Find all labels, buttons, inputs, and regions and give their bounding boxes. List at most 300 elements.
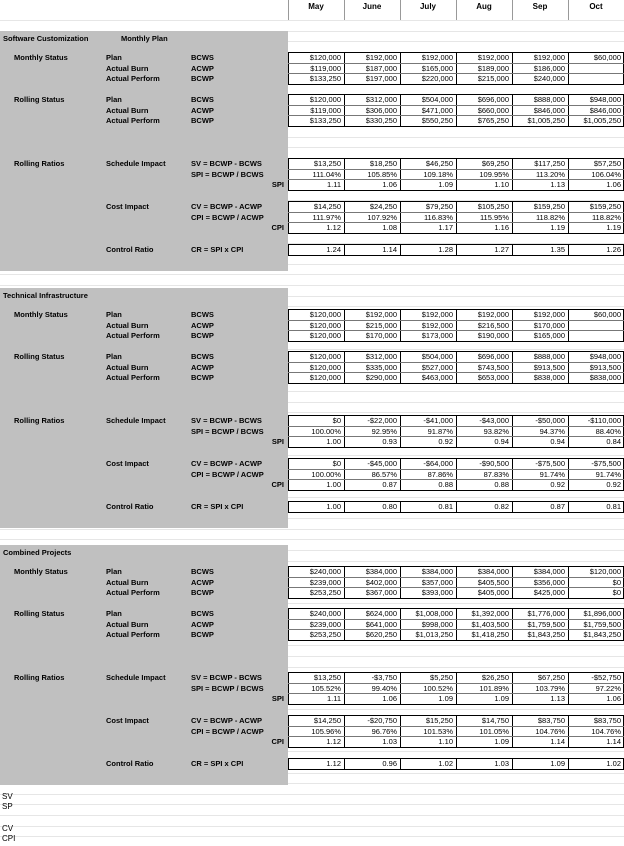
monthly-status-value: $192,000 [421, 320, 453, 330]
header-col-line [512, 0, 513, 20]
rolling-status-value: $239,000 [309, 619, 341, 629]
monthly-status-value: $120,000 [309, 320, 341, 330]
rolling-status-value: $846,000 [589, 105, 621, 115]
cost-impact-value: 1.12 [326, 737, 341, 746]
cost-impact-value: 101.53% [423, 726, 453, 736]
grid-line [0, 20, 624, 21]
cost-impact-value: 1.19 [606, 223, 621, 232]
cost-impact-value: 1.12 [326, 223, 341, 232]
monthly-status-value: $425,000 [533, 588, 565, 597]
bcws-label: BCWS [191, 310, 214, 319]
schedule-impact-value: 94.37% [539, 426, 565, 436]
monthly-status-value: $220,000 [421, 74, 453, 83]
footer-label-cv: CV [2, 824, 14, 833]
rolling-status-value: $527,000 [421, 362, 453, 372]
section-title: Software Customization [3, 34, 89, 43]
schedule-impact-value: -$41,000 [423, 416, 453, 425]
acwp-label: ACWP [191, 577, 214, 587]
cost-impact-value: 118.82% [591, 212, 621, 222]
acwp-label: ACWP [191, 105, 214, 115]
monthly-status-value: $384,000 [533, 567, 565, 576]
monthly-status-value: $120,000 [309, 53, 341, 62]
cost-impact-value: 115.95% [479, 212, 509, 222]
grid-line [0, 529, 624, 530]
schedule-impact-value: 0.94 [494, 437, 509, 446]
sv-formula-label: SV = BCWP - BCWS [191, 673, 262, 682]
control-ratio-value: 1.14 [382, 245, 397, 254]
control-ratio-value: 1.26 [606, 245, 621, 254]
cv-formula-label: CV = BCWP - ACWP [191, 716, 263, 725]
rolling-status-value: $1,843,250 [583, 630, 621, 639]
rolling-status-value: $641,000 [365, 619, 397, 629]
cost-impact-label: Cost Impact [106, 716, 149, 725]
schedule-impact-value: 109.95% [479, 169, 509, 179]
bcwp-label: BCWP [191, 630, 214, 639]
section-title: Combined Projects [3, 548, 72, 557]
spi-label: SPI [271, 437, 284, 446]
spi-formula-label: SPI = BCWP / BCWS [191, 169, 264, 179]
cost-impact-value: 1.17 [438, 223, 453, 232]
cost-impact-value: 100.00% [311, 469, 341, 479]
schedule-impact-value: 103.79% [535, 683, 565, 693]
control-ratio-value: 1.24 [326, 245, 341, 254]
schedule-impact-value: 1.13 [550, 694, 565, 703]
schedule-impact-value: 1.06 [606, 694, 621, 703]
rolling-status-value: $312,000 [365, 95, 397, 104]
cost-impact-value: $14,250 [313, 716, 341, 725]
rolling-status-value: $1,392,000 [471, 609, 509, 618]
cost-impact-value: $24,250 [369, 202, 397, 211]
cpi-label: CPI [271, 223, 284, 232]
schedule-impact-value: 105.85% [367, 169, 397, 179]
rolling-status-value: $133,250 [309, 116, 341, 125]
rolling-status-value: $240,000 [309, 609, 341, 618]
actual-burn-label: Actual Burn [106, 619, 149, 629]
schedule-impact-value: $69,250 [481, 159, 509, 168]
cost-impact-value: 0.88 [494, 480, 509, 489]
schedule-impact-value: 1.10 [494, 180, 509, 189]
schedule-impact-label: Schedule Impact [106, 159, 166, 168]
monthly-status-value: $0 [612, 588, 621, 597]
schedule-impact-value: 1.06 [606, 180, 621, 189]
rolling-status-value: $1,008,000 [415, 609, 453, 618]
actual-perform-label: Actual Perform [106, 373, 160, 382]
grid-line [0, 539, 624, 540]
monthly-status-value: $187,000 [365, 63, 397, 73]
control-ratio-value: 1.02 [606, 759, 621, 768]
cost-impact-value: -$75,500 [591, 459, 621, 468]
section-title: Technical Infrastructure [3, 291, 88, 300]
monthly-status-value: $170,000 [365, 331, 397, 340]
rolling-status-value: $846,000 [533, 105, 565, 115]
rolling-status-label: Rolling Status [14, 352, 65, 361]
cost-impact-value: 105.96% [311, 726, 341, 736]
monthly-status-value: $393,000 [421, 588, 453, 597]
monthly-status-value: $240,000 [309, 567, 341, 576]
rolling-status-value: $550,250 [421, 116, 453, 125]
cost-impact-value: 1.00 [326, 480, 341, 489]
schedule-impact-value: 1.06 [382, 180, 397, 189]
schedule-impact-value: 1.11 [326, 180, 341, 189]
schedule-impact-value: -$22,000 [367, 416, 397, 425]
cost-impact-value: 111.97% [312, 212, 341, 222]
bcwp-label: BCWP [191, 331, 214, 340]
rolling-status-value: $306,000 [365, 105, 397, 115]
rolling-status-value: $948,000 [589, 95, 621, 104]
rolling-status-value: $1,759,500 [583, 619, 621, 629]
monthly-status-value: $384,000 [477, 567, 509, 576]
monthly-status-label: Monthly Status [14, 567, 68, 576]
bcws-label: BCWS [191, 567, 214, 576]
month-header-aug: Aug [476, 2, 492, 11]
cost-impact-value: 96.76% [371, 726, 397, 736]
rolling-status-value: $838,000 [589, 373, 621, 382]
rolling-status-label: Rolling Status [14, 95, 65, 104]
schedule-impact-value: 93.82% [483, 426, 509, 436]
schedule-impact-value: 97.22% [595, 683, 621, 693]
schedule-impact-value: 99.40% [371, 683, 397, 693]
monthly-status-value: $186,000 [533, 63, 565, 73]
actual-perform-label: Actual Perform [106, 331, 160, 340]
cost-impact-value: 1.09 [494, 737, 509, 746]
cr-formula-label: CR = SPI x CPI [191, 245, 244, 254]
schedule-impact-value: $18,250 [369, 159, 397, 168]
cost-impact-label: Cost Impact [106, 202, 149, 211]
rolling-status-value: $1,759,500 [527, 619, 565, 629]
rolling-status-value: $253,250 [309, 630, 341, 639]
rolling-status-value: $765,250 [477, 116, 509, 125]
schedule-impact-value: $0 [332, 416, 341, 425]
monthly-status-value: $192,000 [477, 53, 509, 62]
rolling-status-value: $998,000 [421, 619, 453, 629]
schedule-impact-value: 1.00 [326, 437, 341, 446]
monthly-status-value: $405,000 [477, 588, 509, 597]
header-col-line [344, 0, 345, 20]
cost-impact-value: 118.82% [535, 212, 565, 222]
month-header-oct: Oct [589, 2, 603, 11]
spi-label: SPI [271, 694, 284, 703]
rolling-status-value: $660,000 [477, 105, 509, 115]
rolling-ratios-label: Rolling Ratios [14, 416, 65, 425]
cr-formula-label: CR = SPI x CPI [191, 502, 244, 511]
acwp-label: ACWP [191, 619, 214, 629]
monthly-status-value: $120,000 [309, 331, 341, 340]
grid-line [0, 836, 624, 837]
cost-impact-value: 1.14 [550, 737, 565, 746]
rolling-status-value: $463,000 [421, 373, 453, 382]
schedule-impact-value: $57,250 [593, 159, 621, 168]
rolling-ratios-label: Rolling Ratios [14, 673, 65, 682]
actual-burn-label: Actual Burn [106, 63, 149, 73]
monthly-status-value: $197,000 [365, 74, 397, 83]
bcws-label: BCWS [191, 53, 214, 62]
schedule-impact-value: 105.52% [311, 683, 341, 693]
cost-impact-value: 1.03 [382, 737, 397, 746]
bcwp-label: BCWP [191, 588, 214, 597]
cost-impact-value: $159,250 [589, 202, 621, 211]
cost-impact-value: 1.16 [494, 223, 509, 232]
monthly-status-value: $119,000 [310, 63, 341, 73]
monthly-status-value: $120,000 [589, 567, 621, 576]
month-header-june: June [362, 2, 382, 11]
monthly-status-value: $215,000 [365, 320, 397, 330]
actual-burn-label: Actual Burn [106, 362, 149, 372]
rolling-status-value: $624,000 [365, 609, 397, 618]
sv-formula-label: SV = BCWP - BCWS [191, 159, 262, 168]
cost-impact-value: 87.86% [427, 469, 453, 479]
plan-label: Plan [106, 352, 122, 361]
monthly-status-value: $402,000 [365, 577, 397, 587]
plan-label: Plan [106, 95, 122, 104]
cost-impact-value: -$64,000 [423, 459, 453, 468]
cost-impact-value: $159,250 [533, 202, 565, 211]
control-ratio-value: 1.35 [550, 245, 565, 254]
plan-label: Plan [106, 53, 122, 62]
monthly-status-value: $215,000 [477, 74, 509, 83]
control-ratio-value: 0.80 [382, 502, 397, 511]
control-ratio-label: Control Ratio [106, 502, 154, 511]
schedule-impact-value: 1.13 [550, 180, 565, 189]
bcws-label: BCWS [191, 352, 214, 361]
control-ratio-value: 1.28 [438, 245, 453, 254]
rolling-status-value: $1,005,250 [583, 116, 621, 125]
cpi-label: CPI [271, 737, 284, 746]
monthly-status-value: $384,000 [365, 567, 397, 576]
schedule-impact-value: 1.09 [438, 694, 453, 703]
rolling-status-value: $696,000 [477, 352, 509, 361]
section-subtitle: Monthly Plan [121, 34, 168, 43]
cost-impact-value: 116.83% [423, 212, 453, 222]
schedule-impact-label: Schedule Impact [106, 416, 166, 425]
cpi-formula-label: CPI = BCWP / ACWP [191, 212, 264, 222]
schedule-impact-value: $26,250 [481, 673, 509, 682]
cpi-label: CPI [271, 480, 284, 489]
schedule-impact-value: 109.18% [423, 169, 453, 179]
cost-impact-value: 86.57% [371, 469, 397, 479]
monthly-status-value: $192,000 [421, 310, 453, 319]
cost-impact-value: 87.83% [483, 469, 509, 479]
rolling-status-value: $913,500 [589, 362, 621, 372]
rolling-status-value: $120,000 [309, 362, 341, 372]
monthly-status-value: $253,250 [309, 588, 341, 597]
rolling-status-value: $504,000 [421, 352, 453, 361]
cost-impact-value: 1.19 [550, 223, 565, 232]
monthly-status-value: $133,250 [309, 74, 341, 83]
cost-impact-value: $105,250 [477, 202, 509, 211]
monthly-status-value: $216,500 [477, 320, 509, 330]
cost-impact-value: 91.74% [595, 469, 621, 479]
cost-impact-value: 1.08 [382, 223, 397, 232]
month-header-july: July [419, 2, 436, 11]
cost-impact-value: 104.76% [535, 726, 565, 736]
header-col-line [400, 0, 401, 20]
monthly-status-label: Monthly Status [14, 53, 68, 62]
acwp-label: ACWP [191, 362, 214, 372]
cost-impact-label: Cost Impact [106, 459, 149, 468]
monthly-status-value: $173,000 [421, 331, 453, 340]
schedule-impact-value: 0.92 [438, 437, 453, 446]
control-ratio-value: 0.87 [550, 502, 565, 511]
schedule-impact-value: 1.06 [382, 694, 397, 703]
schedule-impact-value: $13,250 [313, 159, 341, 168]
rolling-status-value: $1,843,250 [527, 630, 565, 639]
header-col-line [568, 0, 569, 20]
control-ratio-label: Control Ratio [106, 759, 154, 768]
cost-impact-value: $83,750 [537, 716, 565, 725]
monthly-status-value: $192,000 [421, 53, 453, 62]
rolling-status-value: $888,000 [533, 95, 565, 104]
rolling-status-value: $120,000 [309, 352, 341, 361]
monthly-status-value: $240,000 [533, 74, 565, 83]
bcwp-label: BCWP [191, 116, 214, 125]
schedule-impact-value: 100.00% [311, 426, 341, 436]
cost-impact-value: $14,750 [481, 716, 509, 725]
actual-perform-label: Actual Perform [106, 630, 160, 639]
month-header-may: May [308, 2, 324, 11]
rolling-status-value: $1,005,250 [527, 116, 565, 125]
plan-label: Plan [106, 609, 122, 618]
footer-label-sv: SV [2, 792, 13, 801]
control-ratio-value: 1.12 [326, 759, 341, 768]
control-ratio-label: Control Ratio [106, 245, 154, 254]
rolling-status-value: $290,000 [365, 373, 397, 382]
header-col-line [288, 0, 289, 20]
schedule-impact-value: 0.84 [606, 437, 621, 446]
actual-perform-label: Actual Perform [106, 588, 160, 597]
spi-label: SPI [271, 180, 284, 189]
schedule-impact-value: 0.93 [382, 437, 397, 446]
rolling-status-value: $312,000 [365, 352, 397, 361]
grid-line [0, 804, 624, 805]
rolling-status-value: $838,000 [533, 373, 565, 382]
control-ratio-value: 1.02 [438, 759, 453, 768]
cost-impact-value: 1.10 [438, 737, 453, 746]
rolling-status-label: Rolling Status [14, 609, 65, 618]
monthly-status-value: $120,000 [309, 310, 341, 319]
rolling-status-value: $913,500 [533, 362, 565, 372]
monthly-status-value: $192,000 [365, 310, 397, 319]
schedule-impact-value: $13,250 [313, 673, 341, 682]
cost-impact-value: $15,250 [425, 716, 453, 725]
control-ratio-value: 1.27 [494, 245, 509, 254]
cost-impact-value: 104.76% [591, 726, 621, 736]
rolling-status-value: $119,000 [310, 105, 341, 115]
footer-label-cpi: CPI [2, 834, 16, 843]
cost-impact-value: 0.92 [550, 480, 565, 489]
cost-impact-value: 0.88 [438, 480, 453, 489]
schedule-impact-label: Schedule Impact [106, 673, 166, 682]
rolling-status-value: $743,500 [477, 362, 509, 372]
control-ratio-value: 0.82 [494, 502, 509, 511]
monthly-status-value: $405,500 [477, 577, 509, 587]
cost-impact-value: -$75,500 [535, 459, 565, 468]
schedule-impact-value: $5,250 [430, 673, 453, 682]
cv-formula-label: CV = BCWP - ACWP [191, 202, 263, 211]
schedule-impact-value: 0.94 [550, 437, 565, 446]
monthly-status-value: $170,000 [533, 320, 565, 330]
schedule-impact-value: -$52,750 [591, 673, 621, 682]
monthly-status-value: $0 [612, 577, 621, 587]
actual-perform-label: Actual Perform [106, 116, 160, 125]
acwp-label: ACWP [191, 63, 214, 73]
schedule-impact-value: 1.11 [326, 694, 341, 703]
schedule-impact-value: -$50,000 [535, 416, 565, 425]
schedule-impact-value: 100.52% [423, 683, 453, 693]
schedule-impact-value: $67,250 [537, 673, 565, 682]
schedule-impact-value: 106.04% [591, 169, 621, 179]
plan-label: Plan [106, 310, 122, 319]
rolling-status-value: $1,896,000 [583, 609, 621, 618]
monthly-status-value: $367,000 [365, 588, 397, 597]
monthly-status-value: $60,000 [593, 310, 621, 319]
monthly-status-value: $192,000 [533, 310, 565, 319]
actual-burn-label: Actual Burn [106, 320, 149, 330]
rolling-status-value: $948,000 [589, 352, 621, 361]
acwp-label: ACWP [191, 320, 214, 330]
rolling-status-value: $120,000 [309, 373, 341, 382]
cv-formula-label: CV = BCWP - ACWP [191, 459, 263, 468]
cost-impact-value: $83,750 [593, 716, 621, 725]
plan-label: Plan [106, 567, 122, 576]
header-col-line [456, 0, 457, 20]
rolling-status-value: $471,000 [421, 105, 453, 115]
schedule-impact-value: -$110,000 [587, 416, 621, 425]
cpi-formula-label: CPI = BCWP / ACWP [191, 726, 264, 736]
footer-label-sp: SP [2, 802, 13, 811]
cost-impact-value: 1.14 [606, 737, 621, 746]
monthly-status-value: $356,000 [533, 577, 565, 587]
cost-impact-value: -$90,500 [479, 459, 509, 468]
cost-impact-value: 0.87 [382, 480, 397, 489]
cost-impact-value: $79,250 [425, 202, 453, 211]
cost-impact-value: 107.92% [367, 212, 397, 222]
schedule-impact-value: -$3,750 [371, 673, 397, 682]
cost-impact-value: 0.92 [606, 480, 621, 489]
rolling-ratios-label: Rolling Ratios [14, 159, 65, 168]
schedule-impact-value: 113.20% [535, 169, 565, 179]
cost-impact-value: -$20,750 [367, 716, 397, 725]
rolling-status-value: $620,250 [365, 630, 397, 639]
sv-formula-label: SV = BCWP - BCWS [191, 416, 262, 425]
spi-formula-label: SPI = BCWP / BCWS [191, 683, 264, 693]
rolling-status-value: $696,000 [477, 95, 509, 104]
control-ratio-value: 1.09 [550, 759, 565, 768]
schedule-impact-value: 101.89% [479, 683, 509, 693]
rolling-status-value: $504,000 [421, 95, 453, 104]
rolling-status-value: $1,418,250 [471, 630, 509, 639]
monthly-status-value: $192,000 [365, 53, 397, 62]
rolling-status-value: $330,250 [365, 116, 397, 125]
bcwp-label: BCWP [191, 373, 214, 382]
schedule-impact-value: $46,250 [425, 159, 453, 168]
rolling-status-value: $120,000 [309, 95, 341, 104]
control-ratio-value: 1.03 [494, 759, 509, 768]
monthly-status-value: $239,000 [309, 577, 341, 587]
control-ratio-value: 0.81 [606, 502, 621, 511]
rolling-status-value: $1,776,000 [527, 609, 565, 618]
spi-formula-label: SPI = BCWP / BCWS [191, 426, 264, 436]
control-ratio-value: 0.96 [382, 759, 397, 768]
monthly-status-value: $384,000 [421, 567, 453, 576]
grid-line [0, 274, 624, 275]
control-ratio-value: 1.00 [326, 502, 341, 511]
bcwp-label: BCWP [191, 74, 214, 83]
schedule-impact-value: 1.09 [438, 180, 453, 189]
actual-burn-label: Actual Burn [106, 105, 149, 115]
schedule-impact-value: 111.04% [312, 169, 341, 179]
rolling-status-value: $335,000 [365, 362, 397, 372]
grid-line [0, 285, 624, 286]
